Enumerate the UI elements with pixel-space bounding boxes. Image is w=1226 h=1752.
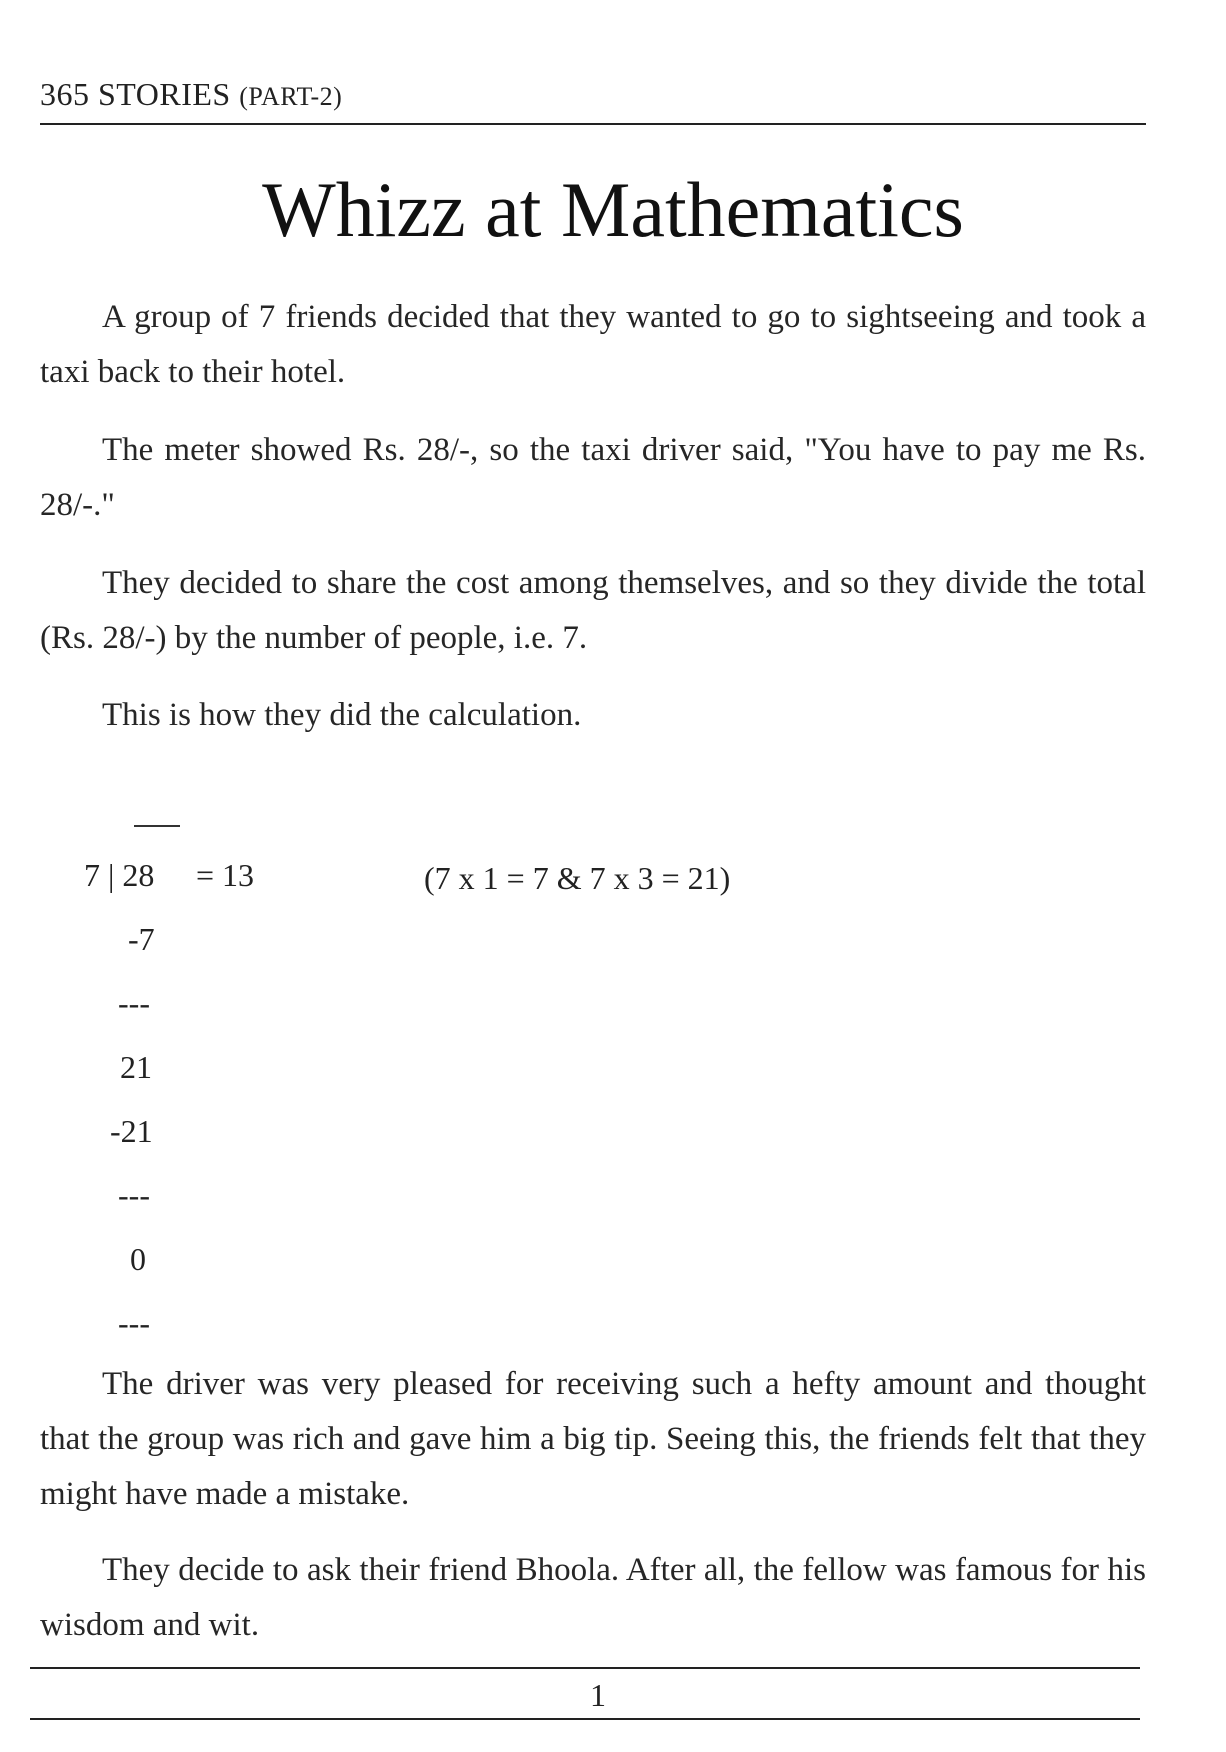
book-title: 365 STORIES <box>40 76 231 112</box>
step-divider: --- <box>118 1177 150 1213</box>
paragraph-1: A group of 7 friends decided that they wanted to go to sightseeing and took a taxi back to their hotel. <box>40 299 1146 390</box>
step-remainder: 0 <box>130 1241 146 1277</box>
paragraph-2: The meter showed Rs. 28/-, so the taxi driver said, "You have to pay me Rs. 28/-." <box>40 432 1146 523</box>
story-title: Whizz at Mathematics <box>262 166 964 253</box>
footer-rule-top <box>30 1667 1140 1669</box>
step-divider: --- <box>118 1305 150 1341</box>
paragraph-3: They decided to share the cost among themselves, and so they divide the total (Rs. 28/-) by the number of people, i.e. 7. <box>40 565 1146 656</box>
step-value-21: 21 <box>120 1049 152 1085</box>
division-bracket-line <box>134 825 180 827</box>
step-divider: --- <box>118 985 150 1021</box>
step-subtract-21: -21 <box>110 1113 153 1149</box>
paragraph-4: This is how they did the calculation. <box>102 697 582 733</box>
division-result: = 13 <box>196 857 255 893</box>
multiplication-note: (7 x 1 = 7 & 7 x 3 = 21) <box>424 860 731 896</box>
step-subtract-7: -7 <box>128 921 155 957</box>
running-header <box>40 68 1146 125</box>
footer-rule-bottom <box>30 1718 1140 1720</box>
paragraph-5: The driver was very pleased for receiving such a hefty amount and thought that the group was rich and gave him a big tip. Seeing this, the friends felt that they might have made a mistake. <box>40 1366 1146 1512</box>
paragraph-6: They decide to ask their friend Bhoola. After all, the fellow was famous for his wisdom and wit. <box>40 1552 1146 1643</box>
division-expression: 7 | 28 <box>84 857 155 893</box>
book-part: (PART-2) <box>239 82 343 111</box>
page-number: 1 <box>590 1677 606 1713</box>
